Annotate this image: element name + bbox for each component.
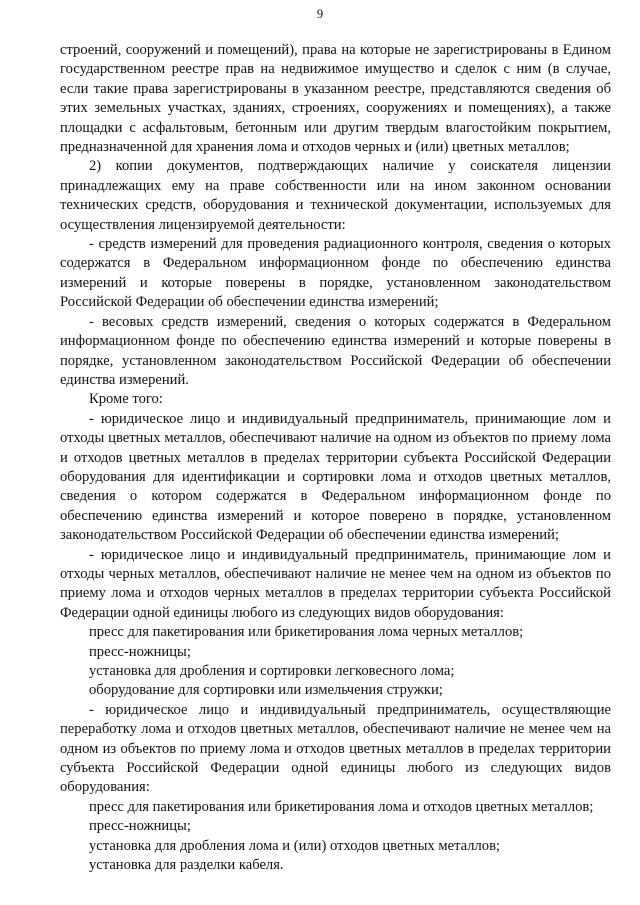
list-item: установка для разделки кабеля. [89, 857, 284, 874]
paragraph-continuation: строений, сооружений и помещений), права на которые не зарегистрированы в Едином государственном реестре прав на недвижимое имущество и сделок с ним (в случае, если такие права зарегистрированы в указанном реестре, представляются сведения об этих земельных участках, зданиях, строениях, сооружениях и помещениях), а также площадки с асфальтовым, бетонным или другим твердым влагостойким покрытием, предназначенной для хранения лома и отходов черных и (или) цветных металлов; [60, 42, 611, 156]
paragraph-besides: Кроме того: [89, 391, 163, 408]
page-number: 9 [316, 7, 324, 21]
list-item: пресс для пакетирования или брикетирования лома черных металлов; [89, 624, 524, 641]
list-item: пресс-ножницы; [89, 643, 191, 660]
list-item: пресс-ножницы; [89, 818, 191, 835]
list-item: оборудование для сортировки или измельчения стружки; [89, 682, 443, 699]
paragraph-item-2: 2) копии документов, подтверждающих наличие у соискателя лицензии принадлежащих ему на праве собственности или на ином законном основании технических средств, оборудования и технической документации, используемых для осуществления лицензируемой деятельности: [60, 158, 611, 233]
paragraph-nonferrous-processing: - юридическое лицо и индивидуальный предприниматель, осуществляющие переработку лома и отходов цветных металлов, обеспечивают наличие не менее чем на одном из объектов по приему лома и отходов цветных металлов в пределах территории субъекта Российской Федерации одной единицы любого из следующих видов оборудования: [60, 701, 611, 796]
ferrous-equipment-list [60, 623, 611, 701]
paragraph-nonferrous-receiving: - юридическое лицо и индивидуальный предприниматель, принимающие лом и отходы цветных металлов, обеспечивают наличие на одном из объектов по приему лома и отходов цветных металлов в пределах территории субъекта Российской Федерации оборудования для идентификации и сортировки лома и отходов цветных металлов, сведения о котором содержатся в Федеральном информационном фонде по обеспечению единства измерений и которое поверено в порядке, установленном законодательством Российской Федерации об обеспечении единства измерений; [60, 410, 611, 544]
document-body [60, 41, 611, 875]
paragraph-weighing-instruments: - весовых средств измерений, сведения о которых содержатся в Федеральном информационном фонде по обеспечению единства измерений и которые поверены в порядке, установленном законодательством Российской Федерации об обеспечении единства измерений. [60, 313, 611, 388]
paragraph-radiation-control: - средств измерений для проведения радиационного контроля, сведения о которых содержатся в Федеральном информационном фонде по обеспечению единства измерений и которые поверены в порядке, установленном законодательством Российской Федерации об обеспечении единства измерений; [60, 236, 611, 311]
list-item: установка для дробления и сортировки легковесного лома; [89, 663, 455, 679]
list-item: пресс для пакетирования или брикетирования лома и отходов цветных металлов; [89, 798, 594, 815]
list-item: установка для дробления лома и (или) отходов цветных металлов; [89, 837, 501, 854]
paragraph-ferrous-receiving: - юридическое лицо и индивидуальный предприниматель, принимающие лом и отходы черных металлов, обеспечивают наличие не менее чем на одном из объектов по приему лома и отходов черных металлов в пределах территории субъекта Российской Федерации одной единицы любого из следующих видов оборудования: [60, 546, 611, 621]
nonferrous-equipment-list [60, 798, 611, 876]
